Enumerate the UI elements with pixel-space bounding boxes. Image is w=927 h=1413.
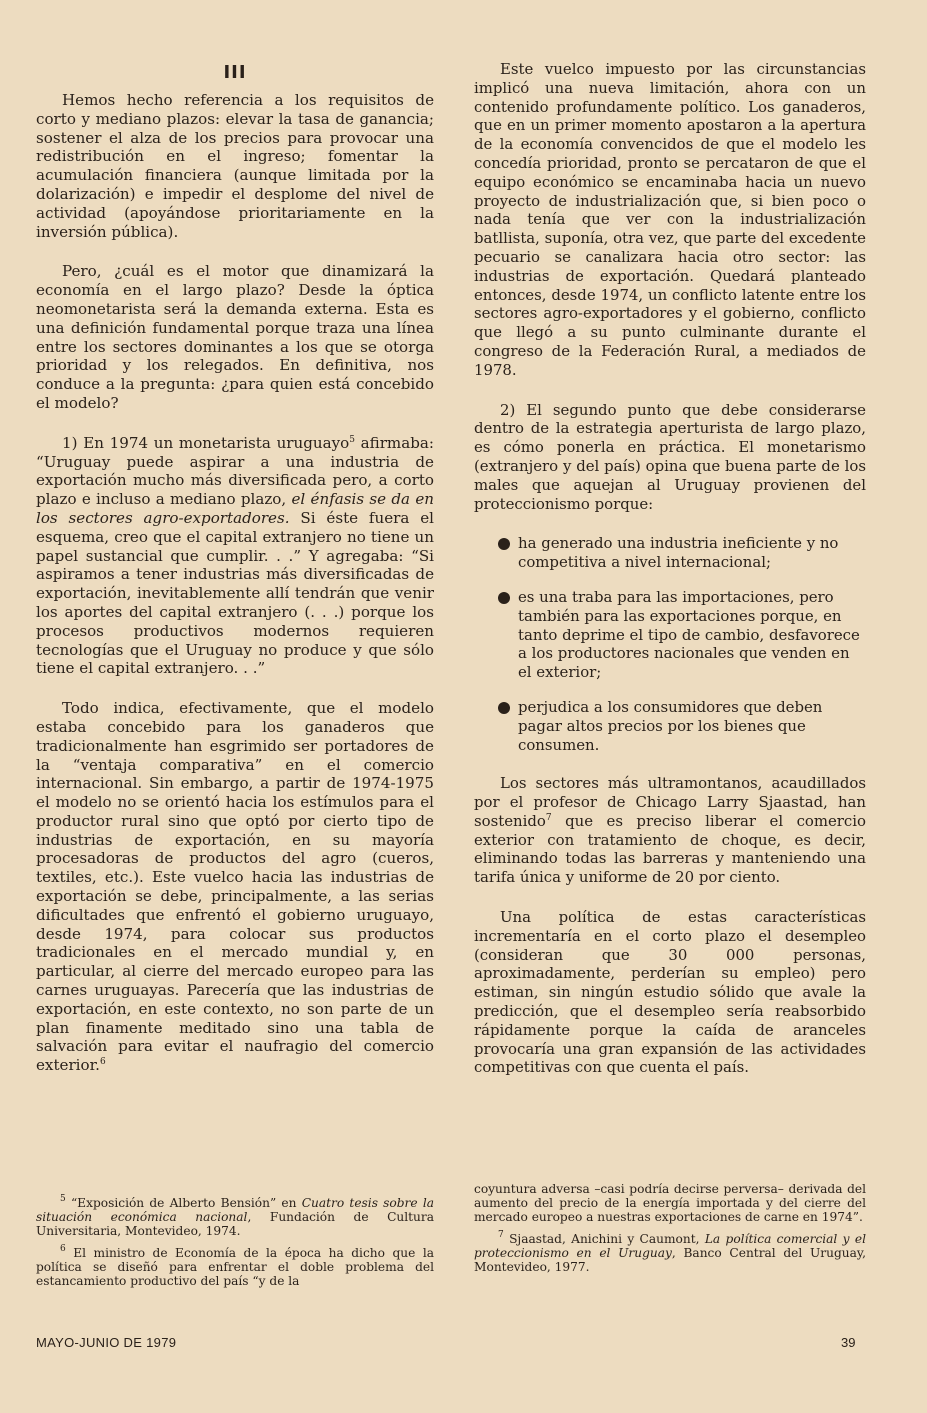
list-item [474,534,866,572]
footnote-6 [36,1246,434,1288]
list-item-text: ha generado una industria ineficiente y no competitiva a nivel internacional; [518,534,839,572]
text-span: El ministro de Economía de la época ha dicho que la política se diseñó para enfrentar el doble problema del estancamiento productivo del país “y de la [36,1246,434,1288]
emphasis-text: Cuatro tesis sobre la situación económica nacional [36,1196,434,1224]
footnote-number: 7 [498,1230,504,1240]
bullet-icon [498,538,510,550]
text-span: , Banco Central del Uruguay, Montevideo, 1977. [474,1246,866,1274]
paragraph [36,699,434,1075]
left-column [36,60,434,1096]
footnote-ref: 6 [99,1057,106,1068]
paragraph [474,774,866,887]
paragraph-quote [36,434,434,678]
text-span: que es preciso liberar el comercio exterior con tratamiento de choque, es decir, eliminando todas las barreras y manteniendo una tarifa única y uniforme de 20 por ciento. [474,811,866,887]
footnote-ref: 7 [545,812,552,823]
paragraph: Este vuelco impuesto por las circunstancias implicó una nueva limitación, ahora con un contenido profundamente político. Los ganaderos, que en un primer momento apostaron a la apertura de la economía convencidos de que el modelo les concedía prioridad, pronto se percataron de que el equipo económico se encaminaba hacia un nuevo proyecto de industrialización que, si bien poco o nada tenía que ver con la industrialización batllista, suponía, otra vez, que parte del excedente pecuario se canalizara hacia otro sector: las industrias de exportación. Quedará planteado entonces, desde 1974, un conflicto latente entre los sectores agro-exportadores y el gobierno, conflicto que llegó a su punto culminante durante el congreso de la Federación Rural, a mediados de 1978. [474,60,866,379]
paragraph: Una política de estas características incrementaría en el corto plazo el desempleo (consideran que 30 000 personas, aproximadamente, perderían su empleo) pero estiman, sin ningún estudio sólido que avale la predicción, que el desempleo sería reabsorbido rápidamente porque la caída de aranceles provocaría una gran expansión de las actividades competitivas con que cuenta el país. [474,908,866,1077]
section-heading: III [223,62,247,83]
text-span: , Fundación de Cultura Universitaria, Montevideo, 1974. [36,1210,434,1238]
right-column [474,60,866,1098]
paragraph: 2) El segundo punto que debe considerarse dentro de la estrategia aperturista de largo plazo, es cómo ponerla en práctica. El monetarismo (extranjero y del país) opina que buena parte de los males que aquejan al Uruguay provienen del proteccionismo porque: [474,400,866,513]
page-number: 39 [841,1335,856,1350]
text-span: “Exposición de Alberto Bensión” en [65,1196,302,1210]
text-span: Si éste fuera el esquema, creo que el capital extranjero no tiene un papel sustancial que cumplir. . .” Y agregaba: “Si aspiramos a tener industrias más diversificadas de exportación, inevitablemente allí tendrán que venir los aportes del capital extranjero (. . .) porque los procesos productivos modernos requieren tecnologías que el Uruguay no produce y que sólo tiene el capital extranjero. . .” [36,508,434,678]
footnote-6-continued: coyuntura adversa –casi podría decirse perversa– derivada del aumento del precio de la energía importada y del cierre del mercado europeo a nuestras exportaciones de carne en 1974”. [474,1182,866,1224]
footnotes-left [36,1196,434,1296]
text-span: Sjaastad, Anichini y Caumont, [503,1232,705,1246]
list-item-text: perjudica a los consumidores que deben pagar altos precios por los bienes que consumen. [518,697,823,754]
paragraph: Hemos hecho referencia a los requisitos de corto y mediano plazos: elevar la tasa de ganancia; sostener el alza de los precios para provocar una redistribución en el ingreso; fomentar la acumulación financiera (aunque limitada por la dolarización) e impedir el desplome del nivel de actividad (apoyándose prioritariamente en la inversión pública). [36,91,434,241]
text-span: afirmaba: “Uruguay puede aspirar a una industria de exportación mucho más diversificada pero, a corto plazo e incluso a mediano plazo, [36,433,434,509]
list-item [474,588,866,682]
emphasis-text: el énfasis se da en los sectores agro-exportadores. [36,490,434,527]
footnote-7 [474,1232,866,1274]
footnote-ref: 5 [349,434,355,445]
text-span: Todo indica, efectivamente, que el modelo estaba concebido para los ganaderos que tradicionalmente han esgrimido ser portadores de la “ventaja comparativa” en el comercio internacional. Sin embargo, a partir de 1974-1975 el modelo no se orientó hacia los estímulos para el productor rural sino que optó por cierto tipo de industrias de exportación, en su mayoría procesadoras de productos del agro (cueros, textiles, etc.). Este vuelco hacia las industrias de exportación se debe, principalmente, a las serias dificultades que enfrentó el gobierno uruguayo, desde 1974, para colocar sus productos tradicionales en el mercado mundial y, en particular, al cierre del mercado europeo para las carnes uruguayas. Parecería que las industrias de exportación, en este contexto, no son parte de un plan finamente meditado sino una tabla de salvación para evitar el naufragio del comercio exterior. [36,699,434,1075]
footnote-number: 5 [60,1194,66,1204]
text-span: Los sectores más ultramontanos, acaudillados por el profesor de Chicago Larry Sjaastad, han sostenido [474,774,866,830]
footnote-5 [36,1196,434,1238]
bullet-icon [498,592,510,604]
emphasis-text: La política comercial y el proteccionismo en el Uruguay [474,1232,866,1260]
list-item-text: es una traba para las importaciones, pero también para las exportaciones porque, en tanto deprime el tipo de cambio, desfavorece a los productores nacionales que venden en el exterior; [518,587,860,682]
footnote-number: 6 [60,1244,66,1254]
list-item [474,698,866,754]
text-span: 1) En 1974 un monetarista uruguayo [62,433,350,452]
footnotes-right [474,1182,866,1282]
issue-date: MAYO-JUNIO DE 1979 [36,1335,177,1350]
bullet-list [474,534,866,754]
bullet-icon [498,702,510,714]
paragraph: Pero, ¿cuál es el motor que dinamizará la economía en el largo plazo? Desde la óptica neomonetarista será la demanda externa. Esta es una definición fundamental porque traza una línea entre los sectores dominantes a los que se otorga prioridad y los relegados. En definitiva, nos conduce a la pregunta: ¿para quien está concebido el modelo? [36,262,434,412]
